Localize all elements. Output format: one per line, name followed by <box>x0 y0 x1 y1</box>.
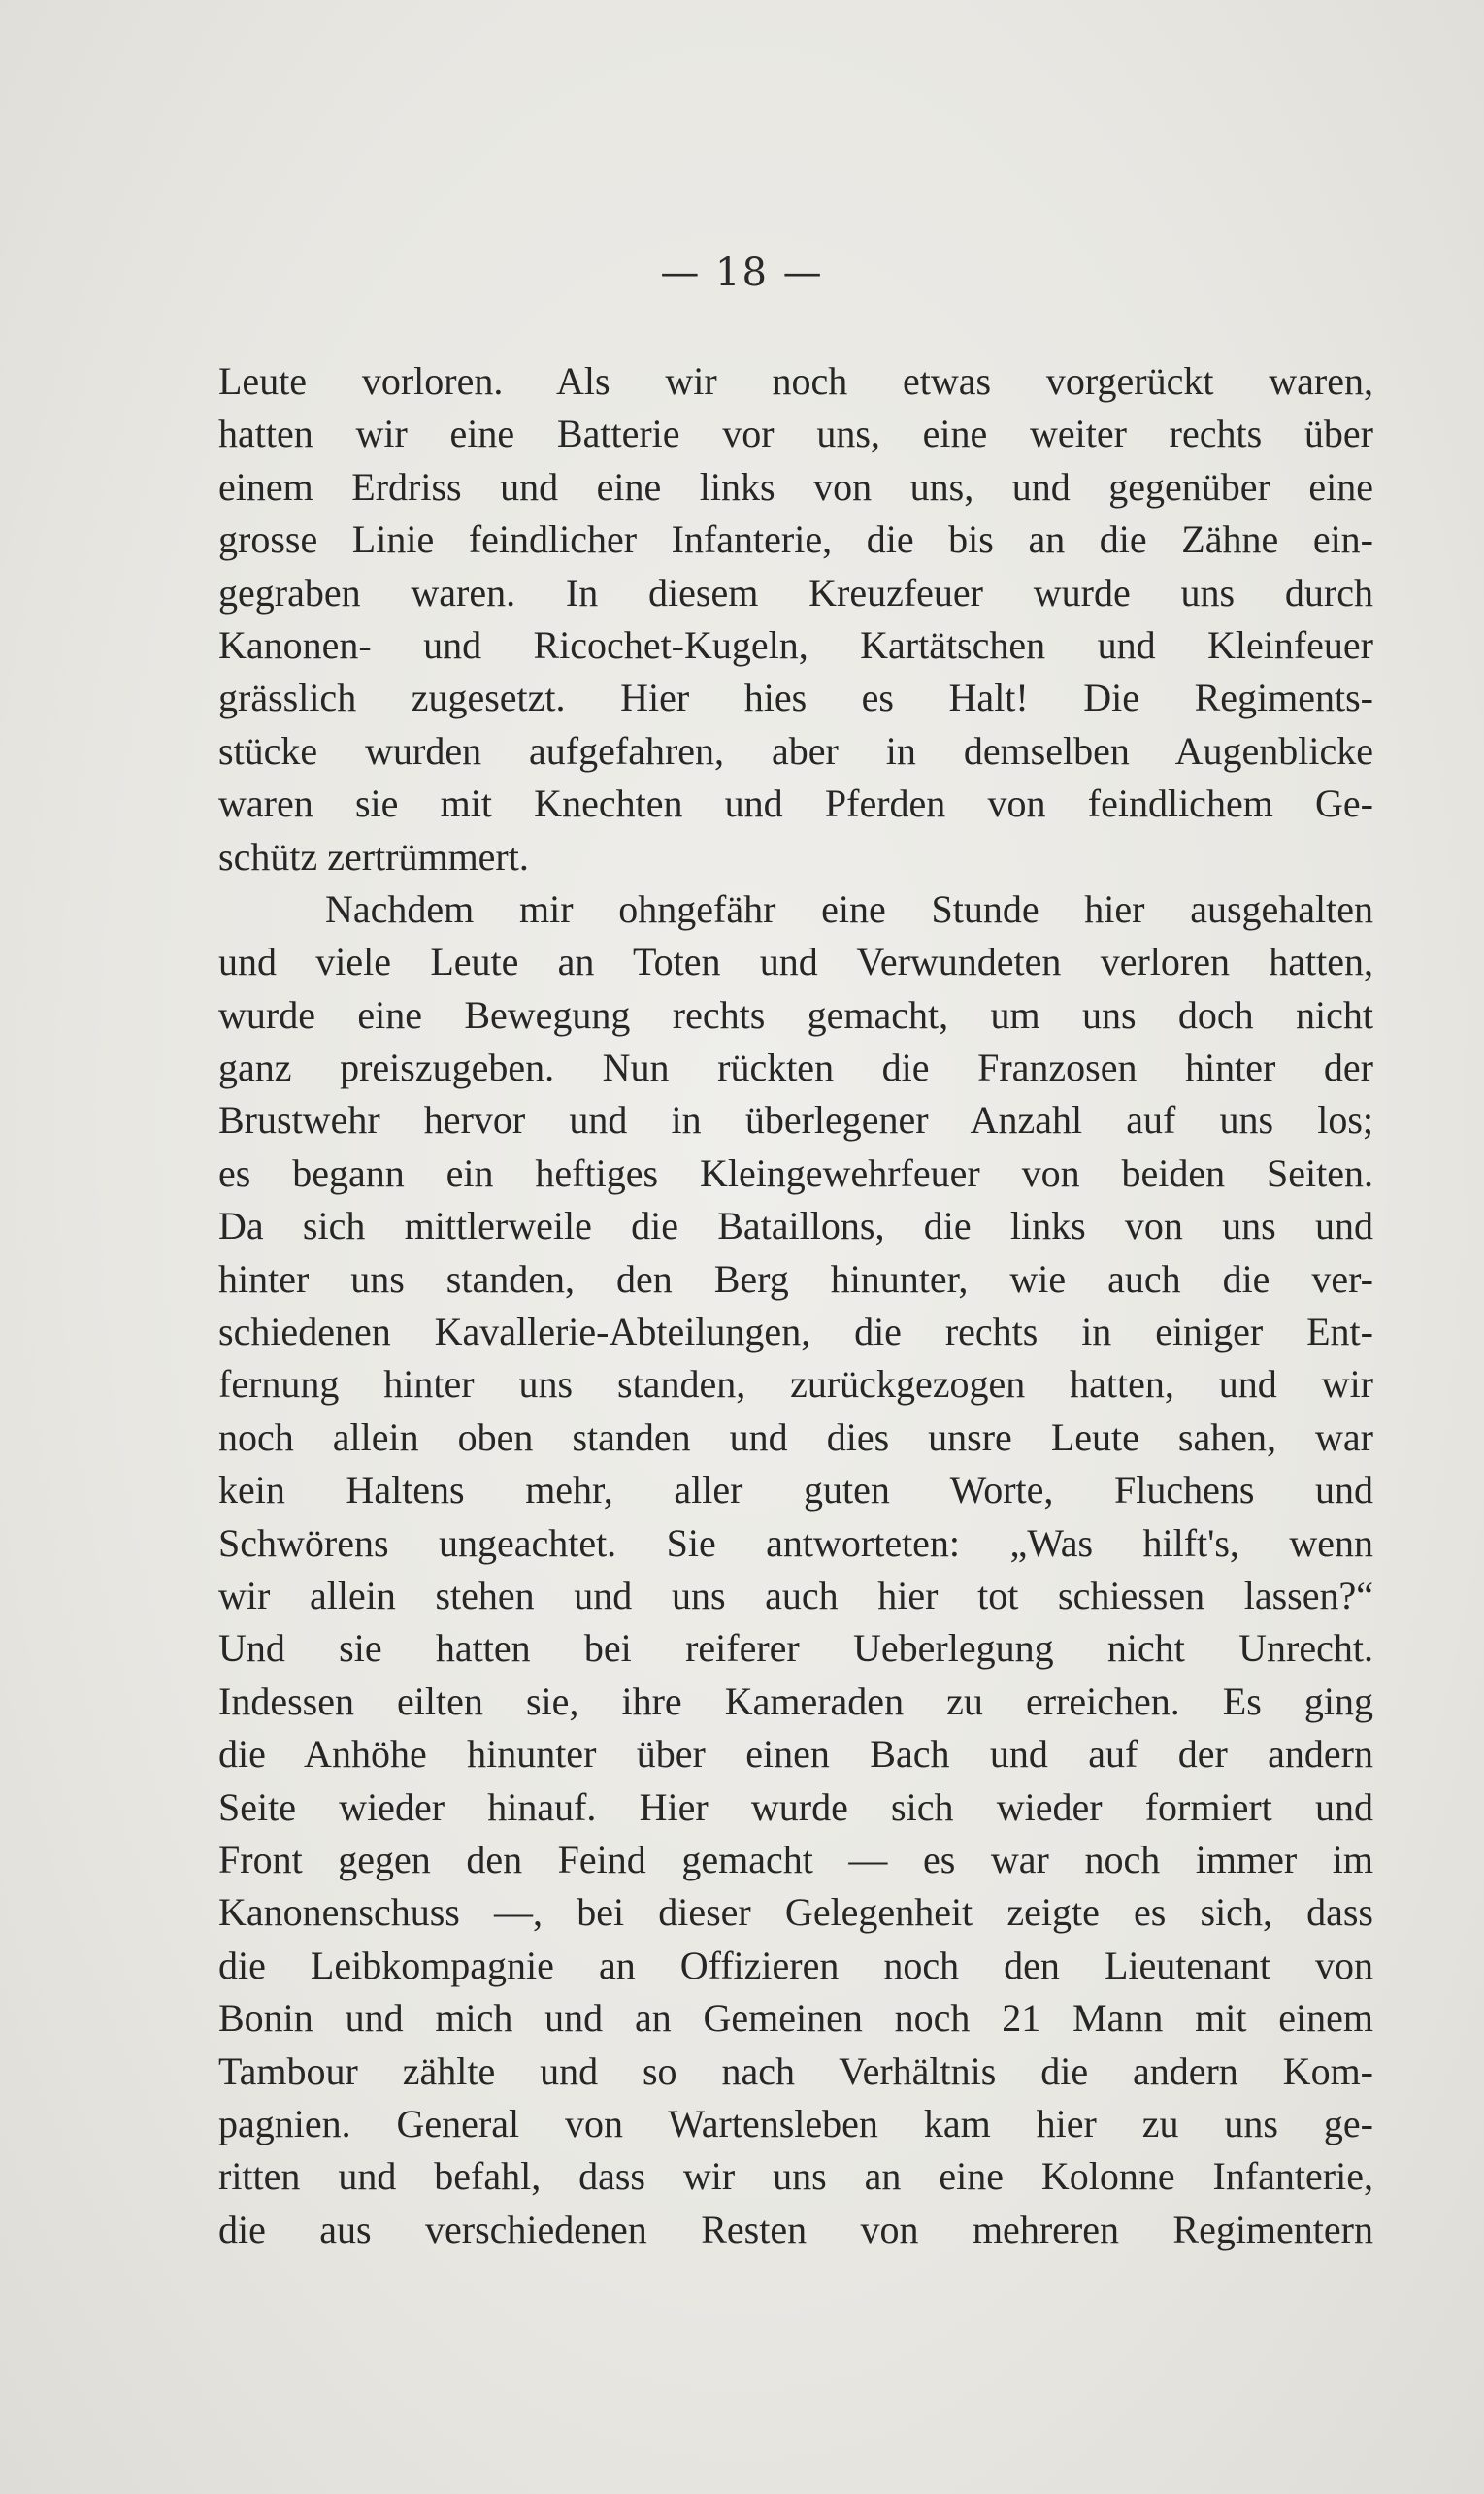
text-line: Brustwehr hervor und in überlegener Anzahl auf uns los; <box>218 1098 1373 1143</box>
text-line: die aus verschiedenen Resten von mehreren Regimentern <box>218 2207 1373 2251</box>
text-line: kein Haltens mehr, aller guten Worte, Fluchens und <box>218 1468 1373 1513</box>
body-text <box>218 355 1373 2256</box>
text-line: fernung hinter uns standen, zurückgezogen hatten, und wir <box>218 1362 1373 1407</box>
text-line: die Anhöhe hinunter über einen Bach und auf der andern <box>218 1732 1373 1777</box>
text-line: und viele Leute an Toten und Verwundeten verloren hatten, <box>218 940 1373 984</box>
text-line: ritten und befahl, dass wir uns an eine Kolonne Infanterie, <box>218 2154 1373 2199</box>
text-line: stücke wurden aufgefahren, aber in demselben Augenblicke <box>218 728 1373 773</box>
text-line: Indessen eilten sie, ihre Kameraden zu erreichen. Es ging <box>218 1679 1373 1723</box>
text-line: Leute vorloren. Als wir noch etwas vorgerückt waren, <box>218 359 1373 403</box>
text-line: ganz preiszugeben. Nun rückten die Franzosen hinter der <box>218 1046 1373 1090</box>
text-line: Schwörens ungeachtet. Sie antworteten: „Was hilft's, wenn <box>218 1520 1373 1565</box>
page-number: — 18 — <box>660 250 824 295</box>
text-line: hinter uns standen, den Berg hinunter, wie auch die ver- <box>218 1256 1373 1301</box>
text-line: gegraben waren. In diesem Kreuzfeuer wurde uns durch <box>218 570 1373 615</box>
text-line: die Leibkompagnie an Offizieren noch den Lieutenant von <box>218 1943 1373 1987</box>
text-line: schiedenen Kavallerie-Abteilungen, die rechts in einiger Ent- <box>218 1310 1373 1354</box>
text-line: waren sie mit Knechten und Pferden von feindlichem Ge- <box>218 781 1373 826</box>
text-line: wir allein stehen und uns auch hier tot schiessen lassen?“ <box>218 1573 1373 1617</box>
text-line: Da sich mittlerweile die Bataillons, die links von uns und <box>218 1204 1373 1248</box>
text-line: Kanonen- und Ricochet-Kugeln, Kartätschen und Kleinfeuer <box>218 622 1373 667</box>
text-line: Front gegen den Feind gemacht — es war noch immer im <box>218 1837 1373 1881</box>
text-line: Bonin und mich und an Gemeinen noch 21 Mann mit einem <box>218 1996 1373 2041</box>
text-line: grässlich zugesetzt. Hier hies es Halt! Die Regiments- <box>218 676 1373 720</box>
text-line: es begann ein heftiges Kleingewehrfeuer von beiden Seiten. <box>218 1150 1373 1195</box>
text-line: pagnien. General von Wartensleben kam hier zu uns ge- <box>218 2101 1373 2145</box>
text-line: hatten wir eine Batterie vor uns, eine weiter rechts über <box>218 412 1373 456</box>
text-line: Seite wieder hinauf. Hier wurde sich wieder formiert und <box>218 1784 1373 1829</box>
text-line: wurde eine Bewegung rechts gemacht, um uns doch nicht <box>218 992 1373 1037</box>
text-line: einem Erdriss und eine links von uns, und gegenüber eine <box>218 464 1373 509</box>
text-line: schütz zertrümmert. <box>218 834 529 879</box>
text-line: Tambour zählte und so nach Verhältnis die andern Kom- <box>218 2048 1373 2093</box>
text-line: Kanonenschuss —, bei dieser Gelegenheit zeigte es sich, dass <box>218 1890 1373 1935</box>
paragraph-start-line: Nachdem mir ohngefähr eine Stunde hier ausgehalten <box>325 886 1373 931</box>
text-line: Und sie hatten bei reiferer Ueberlegung nicht Unrecht. <box>218 1626 1373 1671</box>
text-line: grosse Linie feindlicher Infanterie, die bis an die Zähne ein- <box>218 517 1373 562</box>
text-line: noch allein oben standen und dies unsre Leute sahen, war <box>218 1414 1373 1459</box>
